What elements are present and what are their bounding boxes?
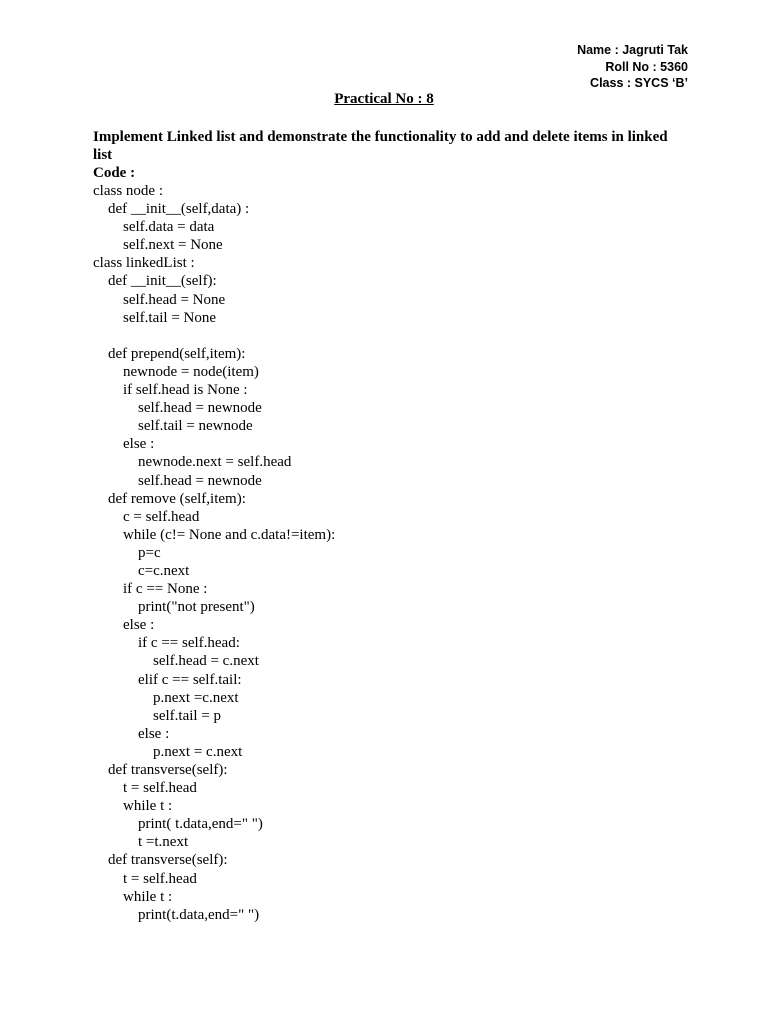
code-block — [93, 182, 713, 924]
code-line: while (c!= None and c.data!=item): — [93, 526, 336, 543]
code-line: p.next = c.next — [93, 743, 243, 760]
code-line: if self.head is None : — [93, 382, 248, 399]
code-line: self.tail = p — [93, 707, 222, 724]
code-line: self.next = None — [93, 237, 223, 254]
aim-statement: Implement Linked list and demonstrate the functionality to add and delete items in linked list — [93, 129, 668, 163]
code-line: if c == self.head: — [93, 635, 240, 652]
practical-title: Practical No : 8 — [334, 91, 434, 107]
code-line: elif c == self.tail: — [93, 671, 242, 688]
code-line — [93, 327, 713, 345]
code-line: if c == None : — [93, 581, 208, 598]
code-line: self.head = newnode — [93, 400, 262, 417]
code-line: print("not present") — [93, 599, 255, 616]
code-line: def prepend(self,item): — [93, 345, 246, 362]
code-line: print(t.data,end=" ") — [93, 906, 260, 923]
code-line: def transverse(self): — [93, 852, 228, 869]
student-info — [577, 42, 688, 92]
code-line: t = self.head — [93, 870, 197, 887]
student-class: Class : SYCS ‘B’ — [590, 76, 688, 90]
code-line: def transverse(self): — [93, 762, 228, 778]
code-line: t =t.next — [93, 834, 189, 851]
code-line: self.head = None — [93, 291, 226, 308]
code-line: while t : — [93, 798, 173, 815]
code-line: newnode = node(item) — [93, 363, 259, 380]
code-line: p.next =c.next — [93, 689, 239, 706]
code-line: class linkedList : — [93, 255, 195, 272]
code-line: while t : — [93, 888, 173, 905]
code-line: class node : — [93, 183, 163, 199]
code-line: c = self.head — [93, 508, 200, 525]
code-line: print( t.data,end=" ") — [93, 816, 263, 833]
code-line: self.data = data — [93, 219, 215, 236]
code-line: def __init__(self): — [93, 273, 217, 290]
code-line: self.tail = None — [93, 309, 217, 326]
code-line: else : — [93, 436, 155, 453]
code-line: newnode.next = self.head — [93, 454, 292, 471]
code-line: c=c.next — [93, 562, 190, 579]
code-line: def __init__(self,data) : — [93, 201, 250, 218]
roll-number: Roll No : 5360 — [605, 59, 688, 74]
code-label: Code : — [93, 165, 136, 181]
code-line: def remove (self,item): — [93, 490, 246, 507]
code-line: p=c — [93, 544, 161, 561]
code-line: else : — [93, 617, 155, 634]
code-line: t = self.head — [93, 780, 197, 797]
code-line: self.tail = newnode — [93, 418, 253, 435]
code-line: self.head = newnode — [93, 472, 262, 489]
code-line: else : — [93, 725, 170, 742]
code-line: self.head = c.next — [93, 653, 259, 670]
student-name: Name : Jagruti Tak — [577, 43, 688, 57]
